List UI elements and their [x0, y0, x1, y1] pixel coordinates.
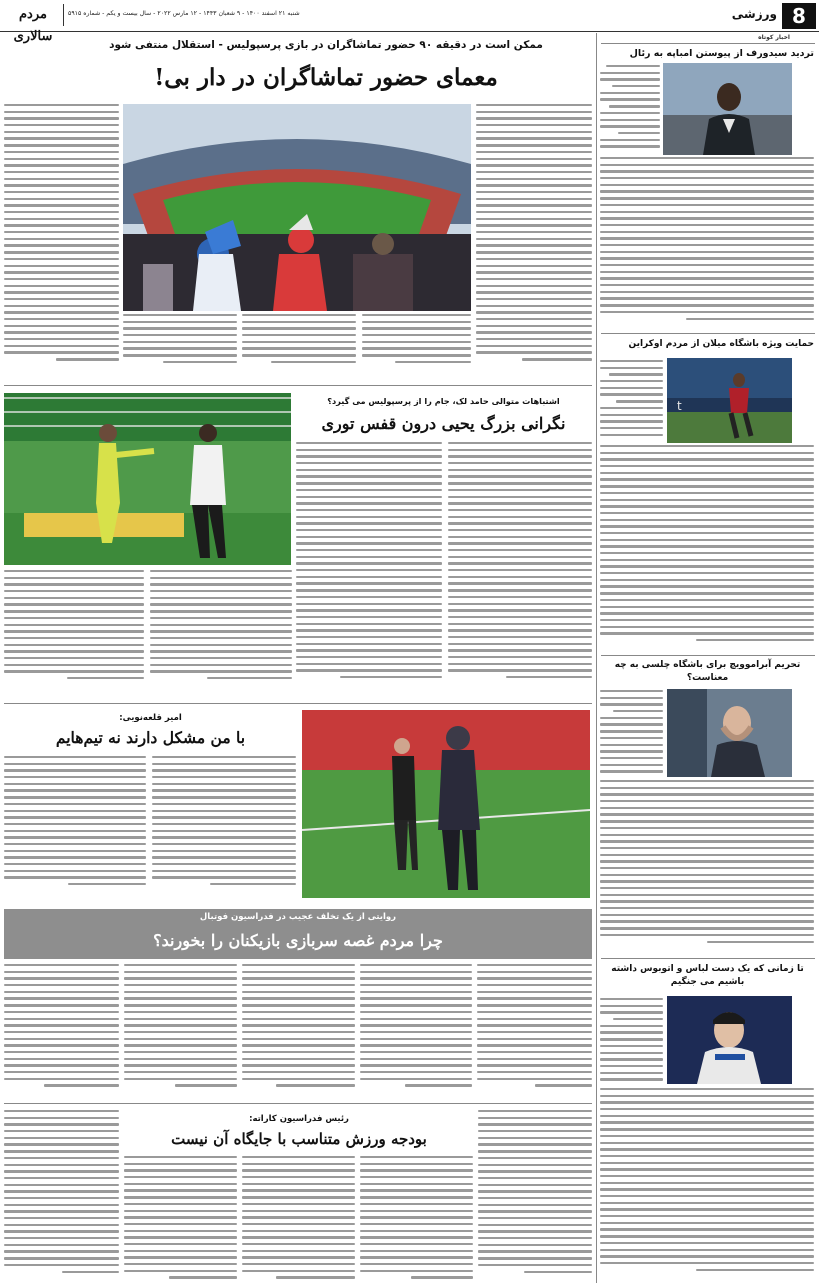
story3-headline: با من مشکل دارند نه تیم‌هایم: [55, 728, 246, 747]
sidebar-rule-1: [601, 333, 815, 334]
story5-text-col4: [124, 1156, 237, 1284]
lead-text-under-2: [242, 314, 356, 374]
paper-name: مردم سالاری: [13, 7, 53, 44]
sidebar-story3-text: [600, 780, 814, 955]
sidebar-story4-headline: تا زمانی که یک دست لباس و اتوبوس داشته باشیم می جنگیم: [611, 964, 804, 987]
sidebar-story1-text-side: [600, 65, 660, 155]
sidebar-story3-headline: تحریم آبراموویچ برای باشگاه چلسی به چه معناست؟: [614, 660, 801, 683]
page-number-box: [782, 3, 816, 29]
story4-text-col4: [124, 964, 237, 1096]
page-number: 8: [792, 4, 806, 28]
story3-text-col1: [152, 756, 296, 906]
masthead-divider: [63, 4, 64, 26]
story3-kicker: امیر قلعه‌نویی:: [119, 713, 182, 723]
sidebar-story2-text: [600, 445, 814, 653]
story3-text-col2: [4, 756, 146, 906]
dateline: شنبه ۲۱ اسفند ۱۴۰۰ - ۹ شعبان ۱۴۴۳ - ۱۲ مارس ۲۰۲۲ - سال بیست و یکم - شماره ۵۹۱۵: [68, 10, 300, 17]
story4-text-col2: [360, 964, 472, 1096]
match-photo: [4, 393, 291, 565]
abramovich-photo: [667, 689, 792, 777]
sidebar-tag: اخبار کوتاه: [758, 34, 790, 41]
section-title: ورزشی: [731, 7, 777, 21]
story4-text-col3: [242, 964, 355, 1096]
story2-text-col4: [4, 570, 144, 692]
story5-headline: بودجه ورزش متناسب با جایگاه آن نیست: [171, 1130, 427, 1148]
lead-headline: معمای حضور تماشاگران در دار بی!: [154, 64, 498, 91]
story2-text-col1: [448, 442, 592, 692]
story5-kicker: رئیس فدراسیون کاراته:: [249, 1114, 349, 1124]
lead-text-under-3: [123, 314, 237, 374]
story5-text-col5: [4, 1110, 119, 1284]
story2-headline: نگرانی بزرگ یحیی درون قفس توری: [321, 414, 566, 433]
sidebar-rule-3: [601, 958, 815, 959]
sidebar-divider: [596, 33, 597, 1283]
story5-text-col2: [360, 1156, 473, 1284]
story4-text-col1: [477, 964, 592, 1096]
story4-text-col5: [4, 964, 119, 1096]
sidebar-story1-text: [600, 157, 814, 329]
story2-kicker: اشتباهات متوالی حامد لک، جام را از پرسپولیس می گیرد؟: [327, 396, 560, 406]
svg-text:t: t: [677, 399, 682, 413]
lead-text-under-1: [362, 314, 471, 374]
story4-kicker: روایتی از یک تخلف عجیب در فدراسیون فوتبال: [199, 912, 397, 922]
sidebar-story3-text-side: [600, 690, 663, 776]
tuchel-photo: [667, 996, 792, 1084]
story4-headline: چرا مردم غصه سربازی بازیکنان را بخورند؟: [153, 931, 443, 950]
story5-text-col1: [478, 1110, 592, 1284]
lead-text-right: [476, 104, 592, 374]
sidebar-story4-text: [600, 1088, 814, 1283]
sidebar-story4-text-side: [600, 998, 663, 1084]
seedorf-photo: [663, 63, 792, 155]
story2-text-col2: [296, 442, 442, 692]
sidebar-story2-headline: حمایت ویژه باشگاه میلان از مردم اوکراین: [628, 339, 814, 349]
lead-kicker: ممکن است در دقیقه ۹۰ حضور تماشاگران در بازی پرسپولیس - استقلال منتفی شود: [109, 39, 543, 51]
milan-photo: [667, 358, 792, 443]
story2-bottom-rule: [4, 703, 592, 704]
sidebar-tag-rule: [601, 43, 815, 44]
sidebar-rule-2: [601, 655, 815, 656]
lead-text-left: [4, 104, 119, 374]
lead-bottom-rule: [4, 385, 592, 386]
story2-text-col3: [150, 570, 292, 692]
story4-bottom-rule: [4, 1103, 592, 1104]
sidebar-story1-headline: تردید سیدورف از پیوستن امباپه به رئال: [629, 48, 814, 59]
story5-text-col3: [242, 1156, 355, 1284]
ghalenoei-photo: [302, 710, 590, 898]
stadium-photo: [123, 104, 471, 311]
sidebar-story2-text-side: [600, 360, 663, 442]
